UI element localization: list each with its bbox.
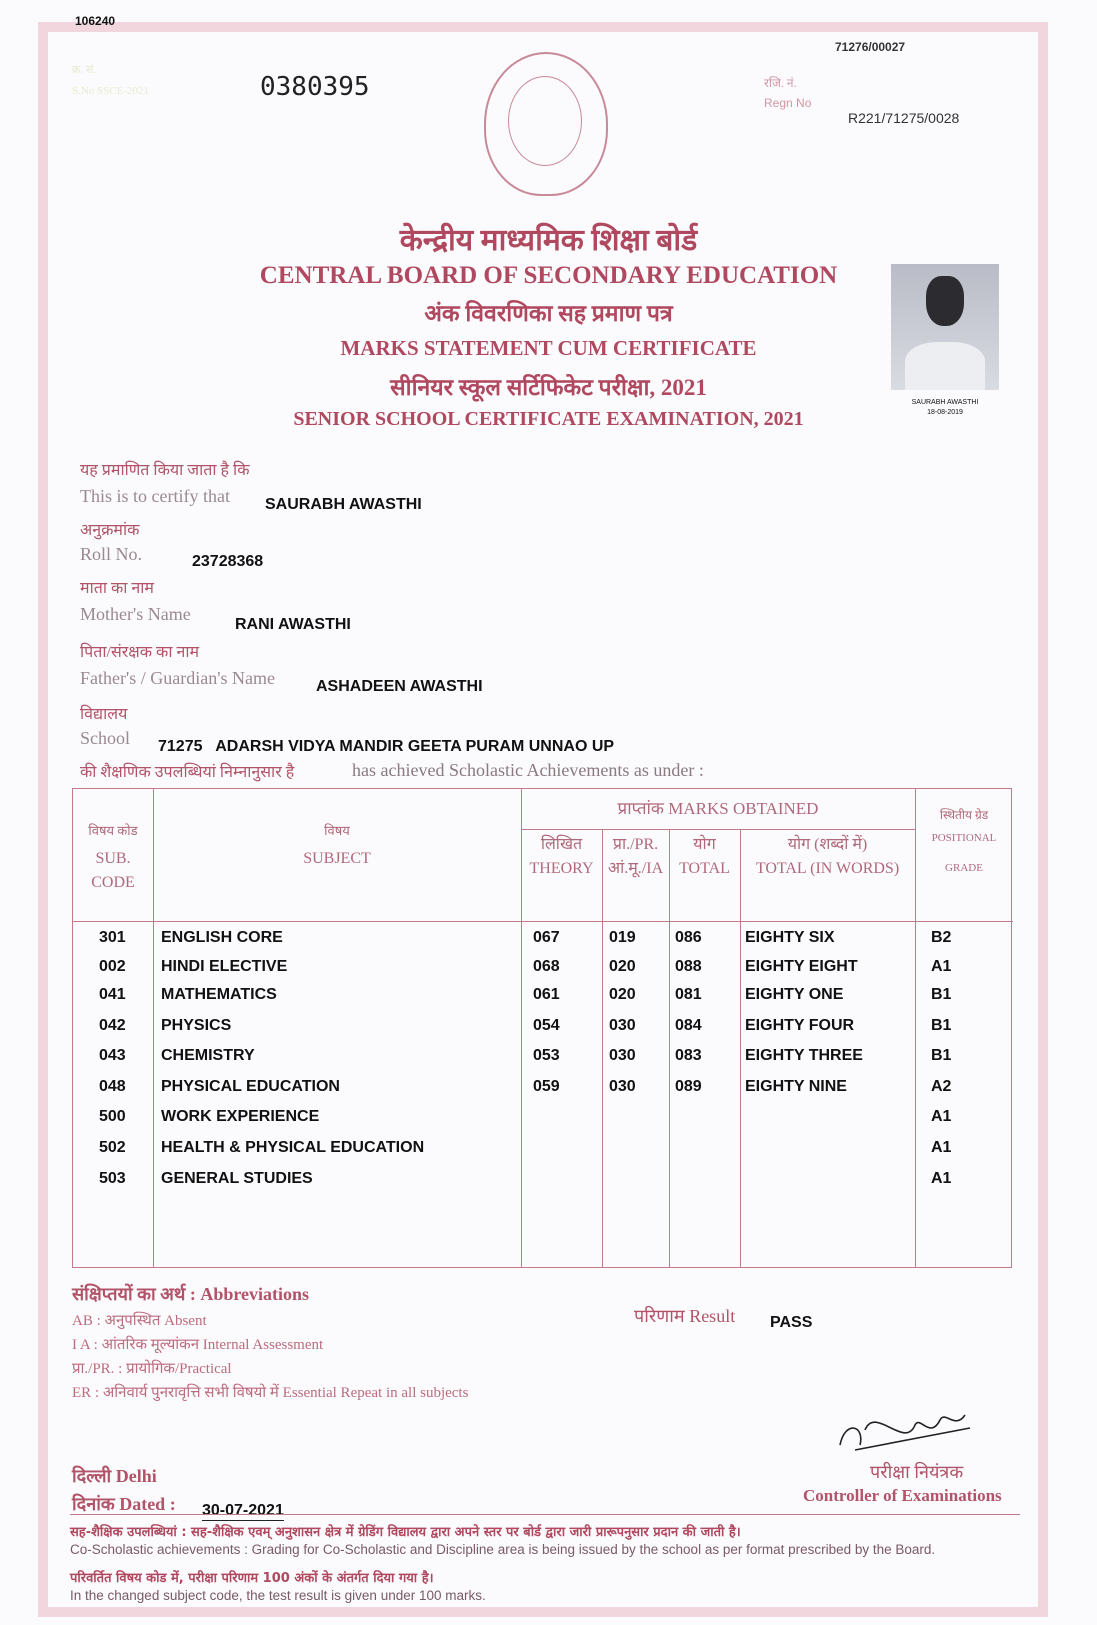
table-row bbox=[73, 929, 1013, 953]
cell-theory: 054 bbox=[533, 1017, 560, 1034]
cell-pr: 030 bbox=[609, 1047, 636, 1064]
table-row bbox=[73, 958, 1013, 982]
cell-words: EIGHTY FOUR bbox=[745, 1017, 855, 1034]
header-marks-en: MARKS OBTAINED bbox=[668, 799, 819, 818]
table-row bbox=[73, 1170, 1013, 1194]
cell-code: 301 bbox=[99, 929, 126, 946]
cell-grade: A1 bbox=[931, 958, 952, 975]
note1: Co-Scholastic achievements : Grading for Co-Scholastic and Discipline area is being issued by the school as per format prescribed by the Board. bbox=[70, 1542, 936, 1557]
mother-name: RANI AWASTHI bbox=[235, 616, 351, 633]
table-row bbox=[73, 1017, 1013, 1041]
cell-words: EIGHTY NINE bbox=[745, 1078, 847, 1095]
signatory-hi: परीक्षा नियंत्रक bbox=[870, 1462, 964, 1482]
header-code-hi: विषय कोड bbox=[88, 823, 138, 838]
cell-pr: 020 bbox=[609, 958, 636, 975]
header-theory-hi: लिखित bbox=[540, 836, 583, 853]
header-pr-hi: प्रा./PR. bbox=[612, 836, 659, 853]
cell-subject: HINDI ELECTIVE bbox=[161, 958, 288, 975]
cell-words: EIGHTY THREE bbox=[745, 1047, 863, 1064]
table-row bbox=[73, 1108, 1013, 1132]
cell-theory: 053 bbox=[533, 1047, 560, 1064]
cell-grade: B1 bbox=[931, 986, 952, 1003]
regn-label-hi: रजि. नं. bbox=[764, 76, 797, 90]
cell-subject: CHEMISTRY bbox=[161, 1047, 255, 1064]
cell-words: EIGHTY EIGHT bbox=[745, 958, 858, 975]
header-subject-hi: विषय bbox=[324, 823, 350, 838]
mother-label: Mother's Name bbox=[80, 604, 191, 624]
achieve-label-hi: की शैक्षणिक उपलब्धियां निम्नानुसार है bbox=[80, 764, 295, 781]
cell-grade: B2 bbox=[931, 929, 952, 946]
cell-words: EIGHTY SIX bbox=[745, 929, 835, 946]
cell-code: 500 bbox=[99, 1108, 126, 1125]
ref-top-right: 71276/00027 bbox=[835, 40, 906, 54]
cell-code: 048 bbox=[99, 1078, 126, 1095]
result-value: PASS bbox=[770, 1314, 813, 1331]
cell-words: EIGHTY ONE bbox=[745, 986, 844, 1003]
achieve-label: has achieved Scholastic Achievements as under : bbox=[352, 760, 704, 780]
student-name: SAURABH AWASTHI bbox=[265, 496, 422, 513]
header-subject: SUBJECT bbox=[303, 850, 371, 867]
cell-pr: 020 bbox=[609, 986, 636, 1003]
note1-hi: सह-शैक्षिक उपलब्धियां : सह-शैक्षिक एवम् अनुशासन क्षेत्र में ग्रेडिंग विद्यालय द्वारा अपने स्तर पर बोर्ड द्वारा जारी प्रारूपनुसार प्रदान की जाती है। bbox=[70, 1525, 741, 1540]
place: दिल्ली Delhi bbox=[72, 1466, 157, 1486]
cell-subject: WORK EXPERIENCE bbox=[161, 1108, 320, 1125]
header-code: SUB. CODE bbox=[91, 850, 135, 891]
abbr-item: प्रा./PR. : प्रायोगिक/Practical bbox=[72, 1361, 232, 1377]
photo-name: SAURABH AWASTHI bbox=[911, 399, 979, 406]
abbr-item: I A : आंतरिक मूल्यांकन Internal Assessment bbox=[72, 1337, 324, 1353]
cell-theory: 068 bbox=[533, 958, 560, 975]
cell-grade: B1 bbox=[931, 1017, 952, 1034]
header-ia: आं.मू./IA bbox=[607, 860, 664, 877]
cell-total: 088 bbox=[675, 958, 702, 975]
note2: In the changed subject code, the test result is given under 100 marks. bbox=[70, 1588, 486, 1603]
cell-total: 083 bbox=[675, 1047, 702, 1064]
father-label-hi: पिता/संरक्षक का नाम bbox=[80, 644, 200, 661]
abbr-item: ER : अनिवार्य पुनरावृत्ति सभी विषयो में Essential Repeat in all subjects bbox=[72, 1385, 469, 1401]
cell-theory: 059 bbox=[533, 1078, 560, 1095]
cell-total: 084 bbox=[675, 1017, 702, 1034]
cell-grade: A1 bbox=[931, 1170, 952, 1187]
student-photo bbox=[891, 264, 999, 390]
cell-pr: 030 bbox=[609, 1078, 636, 1095]
cell-code: 503 bbox=[99, 1170, 126, 1187]
cell-total: 081 bbox=[675, 986, 702, 1003]
signature bbox=[835, 1400, 975, 1460]
regn-label: Regn No bbox=[764, 96, 812, 110]
result-label: परिणाम Result bbox=[634, 1306, 736, 1326]
header-grade-hi: स्थितीय ग्रेड bbox=[939, 808, 989, 822]
cell-code: 043 bbox=[99, 1047, 126, 1064]
certify-label: This is to certify that bbox=[80, 486, 230, 506]
cell-code: 002 bbox=[99, 958, 126, 975]
divider bbox=[70, 1514, 1020, 1515]
cell-total: 089 bbox=[675, 1078, 702, 1095]
dated-label: दिनांक Dated : bbox=[72, 1494, 176, 1514]
header-words-hi: योग (शब्दों में) bbox=[787, 836, 868, 853]
cell-subject: PHYSICAL EDUCATION bbox=[161, 1078, 340, 1095]
doc-title-en: MARKS STATEMENT CUM CERTIFICATE bbox=[340, 336, 757, 360]
certificate-number: 0380395 bbox=[260, 72, 370, 102]
cell-subject: ENGLISH CORE bbox=[161, 929, 283, 946]
table-row bbox=[73, 1078, 1013, 1102]
school-name: 71275 ADARSH VIDYA MANDIR GEETA PURAM UNNAO UP bbox=[158, 738, 615, 755]
marks-table bbox=[72, 788, 1012, 1268]
cell-theory: 061 bbox=[533, 986, 560, 1003]
board-title-en: CENTRAL BOARD OF SECONDARY EDUCATION bbox=[259, 262, 838, 289]
table-row bbox=[73, 1047, 1013, 1071]
exam-title-hi: सीनियर स्कूल सर्टिफिकेट परीक्षा, 2021 bbox=[390, 375, 707, 400]
signatory: Controller of Examinations bbox=[803, 1486, 1002, 1505]
cell-code: 042 bbox=[99, 1017, 126, 1034]
school-label-hi: विद्यालय bbox=[80, 706, 128, 723]
roll-number: 23728368 bbox=[192, 553, 264, 570]
cbse-seal-logo bbox=[484, 52, 608, 196]
cell-pr: 019 bbox=[609, 929, 636, 946]
father-name: ASHADEEN AWASTHI bbox=[316, 678, 483, 695]
cell-grade: A2 bbox=[931, 1078, 952, 1095]
cell-grade: B1 bbox=[931, 1047, 952, 1064]
cell-total: 086 bbox=[675, 929, 702, 946]
header-words: TOTAL (IN WORDS) bbox=[755, 860, 900, 877]
roll-label-hi: अनुक्रमांक bbox=[80, 522, 140, 539]
certify-label-hi: यह प्रमाणित किया जाता है कि bbox=[80, 462, 250, 479]
mother-label-hi: माता का नाम bbox=[80, 580, 155, 597]
cell-grade: A1 bbox=[931, 1108, 952, 1125]
table-row bbox=[73, 986, 1013, 1010]
cell-theory: 067 bbox=[533, 929, 560, 946]
header-total-hi: योग bbox=[693, 836, 716, 853]
sl-label: S.No SSCE-2021 bbox=[72, 85, 150, 97]
photo-date: 18-08-2019 bbox=[927, 409, 963, 416]
abbr-item: AB : अनुपस्थित Absent bbox=[72, 1313, 207, 1329]
issue-date: 30-07-2021 bbox=[202, 1502, 284, 1519]
note2-hi: परिवर्तित विषय कोड में, परीक्षा परिणाम 100 अंकों के अंतर्गत दिया गया है। bbox=[70, 1571, 434, 1586]
header-theory: THEORY bbox=[529, 860, 594, 877]
roll-label: Roll No. bbox=[80, 544, 143, 564]
header-grade: POSITIONAL GRADE bbox=[931, 832, 997, 874]
cell-subject: MATHEMATICS bbox=[161, 986, 277, 1003]
board-title-hi: केन्द्रीय माध्यमिक शिक्षा बोर्ड bbox=[399, 224, 698, 257]
father-label: Father's / Guardian's Name bbox=[80, 668, 275, 688]
cell-code: 041 bbox=[99, 986, 126, 1003]
header-total: TOTAL bbox=[679, 860, 730, 877]
cell-subject: GENERAL STUDIES bbox=[161, 1170, 313, 1187]
serial-top: 106240 bbox=[75, 14, 116, 28]
cell-subject: HEALTH & PHYSICAL EDUCATION bbox=[161, 1139, 425, 1156]
school-label: School bbox=[80, 728, 131, 748]
cell-pr: 030 bbox=[609, 1017, 636, 1034]
exam-title-en: SENIOR SCHOOL CERTIFICATE EXAMINATION, 2021 bbox=[293, 408, 804, 430]
table-row bbox=[73, 1139, 1013, 1163]
sl-label-hi: क्र. सं. bbox=[72, 64, 97, 76]
doc-title-hi: अंक विवरणिका सह प्रमाण पत्र bbox=[424, 301, 673, 326]
header-marks-hi: प्राप्तांक bbox=[617, 799, 664, 818]
regn-number: R221/71275/0028 bbox=[848, 110, 960, 126]
header-marks-obtained bbox=[521, 797, 915, 821]
abbreviations-title: संक्षिप्तयों का अर्थ : Abbreviations bbox=[72, 1284, 310, 1304]
cell-code: 502 bbox=[99, 1139, 126, 1156]
cell-grade: A1 bbox=[931, 1139, 952, 1156]
cell-subject: PHYSICS bbox=[161, 1017, 232, 1034]
